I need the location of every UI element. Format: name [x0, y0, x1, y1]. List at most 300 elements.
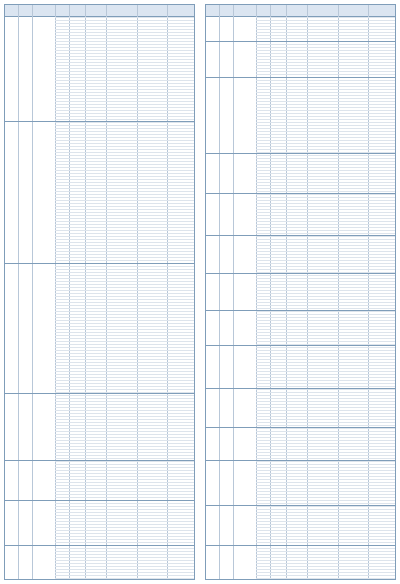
right-row-line: [256, 533, 395, 534]
left-row-line: [55, 344, 194, 345]
left-row-line: [55, 167, 194, 168]
left-row-line: [55, 125, 194, 126]
right-row-line: [256, 83, 395, 84]
right-row-line: [256, 500, 395, 501]
left-row-line: [55, 338, 194, 339]
right-row-line: [256, 104, 395, 105]
left-row-line: [55, 419, 194, 420]
left-row-line: [55, 323, 194, 324]
left-row-line: [55, 245, 194, 246]
right-row-line: [256, 425, 395, 426]
left-row-line: [55, 230, 194, 231]
left-row-line: [55, 464, 194, 465]
left-row-line: [55, 533, 194, 534]
right-row-line: [256, 32, 395, 33]
left-row-line: [55, 332, 194, 333]
left-row-line: [55, 386, 194, 387]
left-row-line: [55, 155, 194, 156]
left-row-line: [55, 143, 194, 144]
left-group-separator: [5, 393, 194, 394]
left-row-line: [55, 269, 194, 270]
right-row-line: [256, 548, 395, 549]
left-row-line: [55, 188, 194, 189]
left-row-line: [55, 326, 194, 327]
left-row-line: [55, 80, 194, 81]
right-row-line: [256, 335, 395, 336]
right-row-line: [256, 563, 395, 564]
right-row-line: [256, 164, 395, 165]
right-row-line: [256, 386, 395, 387]
right-group-separator: [206, 77, 395, 78]
right-row-line: [256, 68, 395, 69]
right-row-line: [256, 59, 395, 60]
right-row-line: [256, 20, 395, 21]
left-row-line: [55, 35, 194, 36]
right-row-line: [256, 131, 395, 132]
left-row-line: [55, 485, 194, 486]
right-row-line: [256, 359, 395, 360]
right-row-line: [256, 440, 395, 441]
right-row-line: [256, 341, 395, 342]
left-row-line: [55, 491, 194, 492]
left-row-line: [55, 341, 194, 342]
left-row-line: [55, 410, 194, 411]
right-group-separator: [206, 41, 395, 42]
left-row-line: [55, 476, 194, 477]
right-row-line: [256, 374, 395, 375]
left-row-line: [55, 179, 194, 180]
right-row-line: [256, 107, 395, 108]
right-row-line: [256, 323, 395, 324]
right-row-line: [256, 233, 395, 234]
right-row-line: [256, 506, 395, 507]
right-column-divider: [233, 5, 234, 579]
left-row-line: [55, 92, 194, 93]
right-row-line: [256, 173, 395, 174]
left-row-line: [55, 512, 194, 513]
right-row-line: [256, 71, 395, 72]
left-row-line: [55, 29, 194, 30]
left-row-line: [55, 239, 194, 240]
left-row-line: [55, 383, 194, 384]
left-row-line: [55, 194, 194, 195]
right-row-line: [256, 569, 395, 570]
left-row-line: [55, 98, 194, 99]
right-row-line: [256, 488, 395, 489]
left-row-line: [55, 560, 194, 561]
right-row-line: [256, 230, 395, 231]
left-row-line: [55, 158, 194, 159]
left-row-line: [55, 521, 194, 522]
right-row-line: [256, 266, 395, 267]
right-row-line: [256, 407, 395, 408]
left-row-line: [55, 116, 194, 117]
right-row-line: [256, 314, 395, 315]
left-row-line: [55, 38, 194, 39]
right-row-line: [256, 377, 395, 378]
right-group-separator: [206, 345, 395, 346]
left-row-line: [55, 377, 194, 378]
right-row-line: [256, 236, 395, 237]
left-row-line: [55, 578, 194, 579]
right-row-line: [256, 287, 395, 288]
left-row-line: [55, 458, 194, 459]
right-row-line: [256, 146, 395, 147]
right-row-line: [256, 371, 395, 372]
right-row-line: [256, 257, 395, 258]
right-row-line: [256, 44, 395, 45]
left-row-line: [55, 95, 194, 96]
left-row-line: [55, 290, 194, 291]
left-row-line: [55, 26, 194, 27]
right-row-line: [256, 239, 395, 240]
left-row-line: [55, 161, 194, 162]
right-row-line: [256, 248, 395, 249]
right-row-line: [256, 296, 395, 297]
right-row-line: [256, 365, 395, 366]
right-row-line: [256, 455, 395, 456]
left-row-line: [55, 71, 194, 72]
left-row-line: [55, 254, 194, 255]
right-row-line: [256, 464, 395, 465]
left-row-line: [55, 425, 194, 426]
right-row-line: [256, 62, 395, 63]
right-row-line: [256, 515, 395, 516]
left-row-line: [55, 287, 194, 288]
left-row-line: [55, 200, 194, 201]
left-row-line: [55, 110, 194, 111]
right-row-line: [256, 347, 395, 348]
left-row-line: [55, 191, 194, 192]
right-row-line: [256, 521, 395, 522]
left-row-line: [55, 278, 194, 279]
right-row-line: [256, 392, 395, 393]
right-row-line: [256, 158, 395, 159]
left-row-line: [55, 488, 194, 489]
left-row-line: [55, 59, 194, 60]
right-row-line: [256, 53, 395, 54]
right-row-line: [256, 560, 395, 561]
left-row-line: [55, 539, 194, 540]
right-row-line: [256, 320, 395, 321]
right-row-line: [256, 458, 395, 459]
right-row-line: [256, 245, 395, 246]
left-row-line: [55, 122, 194, 123]
left-row-line: [55, 197, 194, 198]
left-row-line: [55, 104, 194, 105]
right-row-line: [256, 212, 395, 213]
left-row-line: [55, 101, 194, 102]
right-row-line: [256, 143, 395, 144]
left-row-line: [55, 209, 194, 210]
left-row-line: [55, 446, 194, 447]
right-row-line: [256, 35, 395, 36]
left-row-line: [55, 479, 194, 480]
left-row-line: [55, 242, 194, 243]
right-row-line: [256, 530, 395, 531]
right-row-line: [256, 98, 395, 99]
right-row-line: [256, 446, 395, 447]
left-row-line: [55, 431, 194, 432]
left-row-line: [55, 497, 194, 498]
left-row-line: [55, 83, 194, 84]
left-row-line: [55, 416, 194, 417]
right-row-line: [256, 443, 395, 444]
right-row-line: [256, 137, 395, 138]
right-group-separator: [206, 310, 395, 311]
right-row-line: [256, 116, 395, 117]
left-row-line: [55, 449, 194, 450]
left-group-separator: [5, 121, 194, 122]
left-row-line: [55, 542, 194, 543]
left-row-line: [55, 551, 194, 552]
left-row-line: [55, 413, 194, 414]
left-row-line: [55, 41, 194, 42]
right-row-line: [256, 170, 395, 171]
right-row-line: [256, 554, 395, 555]
right-group-separator: [206, 153, 395, 154]
left-row-line: [55, 506, 194, 507]
right-row-line: [256, 188, 395, 189]
left-row-line: [55, 518, 194, 519]
left-row-line: [55, 164, 194, 165]
left-row-line: [55, 398, 194, 399]
right-row-line: [256, 527, 395, 528]
right-row-line: [256, 95, 395, 96]
right-row-line: [256, 155, 395, 156]
left-row-line: [55, 272, 194, 273]
left-row-line: [55, 473, 194, 474]
left-row-line: [55, 365, 194, 366]
left-row-line: [55, 320, 194, 321]
right-row-line: [256, 278, 395, 279]
left-row-line: [55, 467, 194, 468]
left-row-line: [55, 434, 194, 435]
left-row-line: [55, 176, 194, 177]
right-row-line: [256, 74, 395, 75]
right-row-line: [256, 260, 395, 261]
left-row-line: [55, 62, 194, 63]
right-row-line: [256, 92, 395, 93]
right-row-line: [256, 575, 395, 576]
right-row-line: [256, 350, 395, 351]
left-row-line: [55, 281, 194, 282]
right-row-line: [256, 197, 395, 198]
right-row-line: [256, 218, 395, 219]
right-row-line: [256, 410, 395, 411]
right-row-line: [256, 326, 395, 327]
left-row-line: [55, 317, 194, 318]
left-row-line: [55, 311, 194, 312]
left-row-line: [55, 266, 194, 267]
right-row-line: [256, 182, 395, 183]
left-row-line: [55, 140, 194, 141]
right-row-line: [256, 38, 395, 39]
right-row-line: [256, 140, 395, 141]
right-row-line: [256, 470, 395, 471]
right-row-line: [256, 332, 395, 333]
right-row-line: [256, 518, 395, 519]
right-row-line: [256, 461, 395, 462]
left-row-line: [55, 113, 194, 114]
right-row-line: [256, 86, 395, 87]
right-row-line: [256, 203, 395, 204]
right-table: [205, 4, 396, 580]
right-row-line: [256, 167, 395, 168]
left-row-line: [55, 329, 194, 330]
left-row-line: [55, 362, 194, 363]
left-row-line: [55, 134, 194, 135]
left-row-line: [55, 308, 194, 309]
left-row-line: [55, 524, 194, 525]
left-row-line: [55, 335, 194, 336]
right-row-line: [256, 194, 395, 195]
right-row-line: [256, 572, 395, 573]
left-row-line: [55, 359, 194, 360]
left-row-line: [55, 407, 194, 408]
left-row-line: [55, 536, 194, 537]
left-row-line: [55, 260, 194, 261]
right-row-line: [256, 65, 395, 66]
right-row-line: [256, 17, 395, 18]
right-row-line: [256, 497, 395, 498]
left-row-line: [55, 575, 194, 576]
left-row-line: [55, 368, 194, 369]
left-row-line: [55, 374, 194, 375]
right-row-line: [256, 476, 395, 477]
right-row-line: [256, 494, 395, 495]
left-column-divider: [18, 5, 19, 579]
right-row-line: [256, 308, 395, 309]
left-row-line: [55, 131, 194, 132]
right-row-line: [256, 125, 395, 126]
right-row-line: [256, 23, 395, 24]
right-row-line: [256, 50, 395, 51]
left-row-line: [55, 227, 194, 228]
left-row-line: [55, 515, 194, 516]
left-row-line: [55, 422, 194, 423]
left-row-line: [55, 68, 194, 69]
right-row-line: [256, 479, 395, 480]
left-row-line: [55, 221, 194, 222]
right-row-line: [256, 413, 395, 414]
left-row-line: [55, 119, 194, 120]
right-row-line: [256, 134, 395, 135]
left-row-line: [55, 251, 194, 252]
left-row-line: [55, 65, 194, 66]
right-row-line: [256, 242, 395, 243]
left-row-line: [55, 173, 194, 174]
left-row-line: [55, 452, 194, 453]
left-row-line: [55, 389, 194, 390]
right-row-line: [256, 383, 395, 384]
left-row-line: [55, 53, 194, 54]
left-row-line: [55, 275, 194, 276]
left-row-line: [55, 305, 194, 306]
right-row-line: [256, 356, 395, 357]
left-row-line: [55, 314, 194, 315]
right-row-line: [256, 122, 395, 123]
right-group-separator: [206, 388, 395, 389]
right-row-line: [256, 482, 395, 483]
left-row-line: [55, 23, 194, 24]
left-row-line: [55, 137, 194, 138]
right-row-line: [256, 338, 395, 339]
left-row-line: [55, 440, 194, 441]
left-row-line: [55, 401, 194, 402]
left-row-line: [55, 509, 194, 510]
right-row-line: [256, 80, 395, 81]
right-row-line: [256, 26, 395, 27]
right-row-line: [256, 251, 395, 252]
right-row-line: [256, 485, 395, 486]
right-row-line: [256, 428, 395, 429]
right-row-line: [256, 311, 395, 312]
right-row-line: [256, 302, 395, 303]
left-row-line: [55, 293, 194, 294]
right-row-line: [256, 47, 395, 48]
right-row-line: [256, 362, 395, 363]
right-row-line: [256, 284, 395, 285]
right-row-line: [256, 227, 395, 228]
left-group-separator: [5, 460, 194, 461]
left-row-line: [55, 371, 194, 372]
right-row-line: [256, 524, 395, 525]
left-row-line: [55, 20, 194, 21]
left-row-line: [55, 236, 194, 237]
right-row-line: [256, 29, 395, 30]
left-row-line: [55, 482, 194, 483]
left-row-line: [55, 86, 194, 87]
right-row-line: [256, 398, 395, 399]
left-row-line: [55, 557, 194, 558]
left-row-line: [55, 395, 194, 396]
left-row-line: [55, 233, 194, 234]
left-row-line: [55, 428, 194, 429]
right-row-line: [256, 509, 395, 510]
right-row-line: [256, 401, 395, 402]
left-row-line: [55, 182, 194, 183]
left-row-line: [55, 356, 194, 357]
left-row-line: [55, 503, 194, 504]
left-group-separator: [5, 545, 194, 546]
right-row-line: [256, 254, 395, 255]
right-row-line: [256, 503, 395, 504]
right-group-separator: [206, 460, 395, 461]
right-row-line: [256, 224, 395, 225]
left-row-line: [55, 530, 194, 531]
left-row-line: [55, 455, 194, 456]
right-group-separator: [206, 273, 395, 274]
left-row-line: [55, 170, 194, 171]
left-row-line: [55, 461, 194, 462]
right-row-line: [256, 128, 395, 129]
left-row-line: [55, 44, 194, 45]
right-row-line: [256, 275, 395, 276]
left-row-line: [55, 404, 194, 405]
right-row-line: [256, 89, 395, 90]
right-row-line: [256, 119, 395, 120]
right-row-line: [256, 206, 395, 207]
left-row-line: [55, 206, 194, 207]
right-row-line: [256, 113, 395, 114]
left-row-line: [55, 257, 194, 258]
right-row-line: [256, 551, 395, 552]
left-row-line: [55, 248, 194, 249]
left-row-line: [55, 107, 194, 108]
right-row-line: [256, 290, 395, 291]
left-row-line: [55, 56, 194, 57]
